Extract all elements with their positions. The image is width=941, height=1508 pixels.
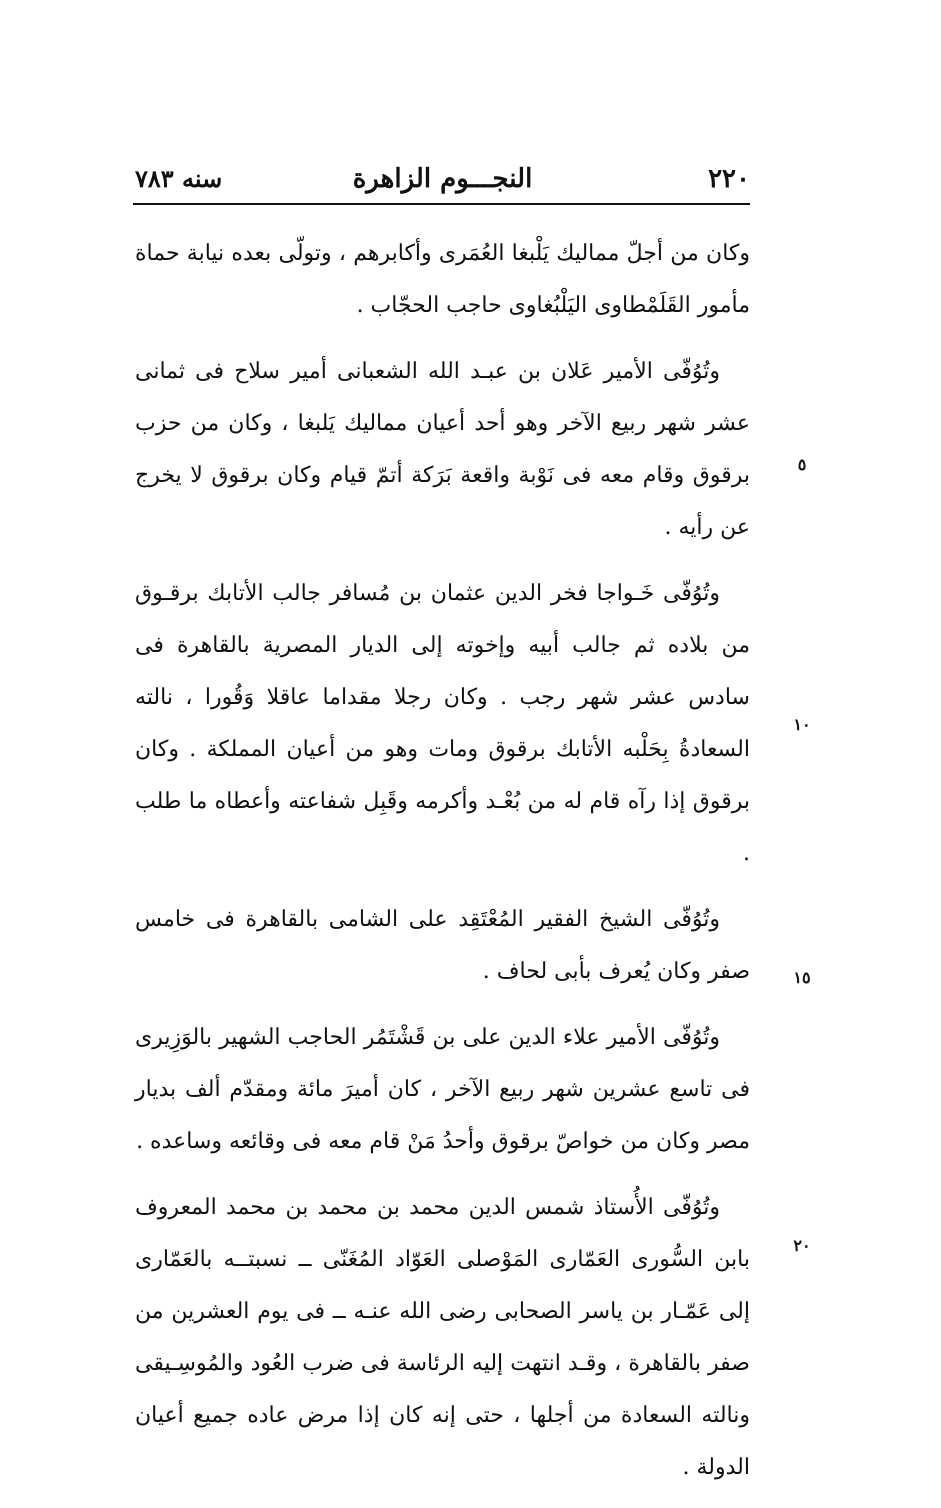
line-number-5: ٥: [797, 455, 807, 474]
page-number: ٢٢٠: [708, 164, 750, 194]
running-title: النجـــوم الزاهرة: [352, 164, 533, 194]
line-number-20: ٢٠: [793, 1236, 811, 1255]
running-header: [135, 158, 750, 198]
paragraph-2: وتُوُفّى الأمير عَلان بن عبـد الله الشعبانى أمير سلاح فى ثمانى عشر شهر ربيع الآخر وهو أحد أعيان مماليك يَلبغا ، وكان من حزب برقوق وقام معه فى نَوْبة واقعة بَرَكة أتمّ قيام وكان برقوق لا يخرج عن رأيه .: [135, 359, 750, 540]
header-rule: [133, 203, 750, 205]
paragraph-4: وتُوُفّى الشيخ الفقير المُعْتَقِد على الشامى بالقاهرة فى خامس صفر وكان يُعرف بأبى لحاف .: [135, 907, 750, 984]
line-number-15: ١٥: [793, 968, 811, 987]
paragraph-3: وتُوُفّى خَـواجا فخر الدين عثمان بن مُسافر جالب الأتابك برقـوق من بلاده ثم جالب أبيه وإخوته إلى الديار المصرية بالقاهرة فى سادس عشر شهر رجب . وكان رجلا مقداما عاقلا وَقُورا ، نالته السعادةُ بِحَلْبه الأتابك برقوق ومات وهو من أعيان المملكة . وكان برقوق إذا رآه قام له من بُعْـد وأكرمه وقَبِل شفاعته وأعطاه ما طلب .: [135, 581, 750, 866]
paragraph-5: وتُوُفّى الأمير علاء الدين على بن قَشْتَمُر الحاجب الشهير بالوَزِيرى فى تاسع عشرين شهر ربيع الآخر ، كان أميرَ مائة ومقدّم ألف بديار مصر وكان من خواصّ برقوق وأحدُ مَنْ قام معه فى وقائعه وساعده .: [135, 1025, 750, 1154]
body-text: [135, 228, 750, 1508]
paragraph-6: وتُوُفّى الأُستاذ شمس الدين محمد بن محمد بن محمد المعروف بابن السُّورى العَمّارى المَوْصلى العَوّاد المُغَنّى ــ نسبتــه بالعَمّارى إلى عَمّـار بن ياسر الصحابى رضى الله عنـه ــ فى يوم العشرين من صفر بالقاهرة ، وقـد انتهت إليه الرئاسة فى ضرب العُود والمُوسِـيقى ونالته السعادة من أجلها ، حتى إنه كان إذا مرض عاده جميع أعيان الدولة .: [135, 1195, 750, 1480]
paragraph-1: وكان من أجلّ مماليك يَلْبغا العُمَرى وأكابرهم ، وتولّى بعده نيابة حماة مأمور القَلَمْطاوى اليَلْبُغاوى حاجب الحجّاب .: [135, 241, 750, 318]
year-label: سنه ٧٨٣: [135, 164, 223, 193]
line-number-10: ١٠: [793, 715, 811, 734]
